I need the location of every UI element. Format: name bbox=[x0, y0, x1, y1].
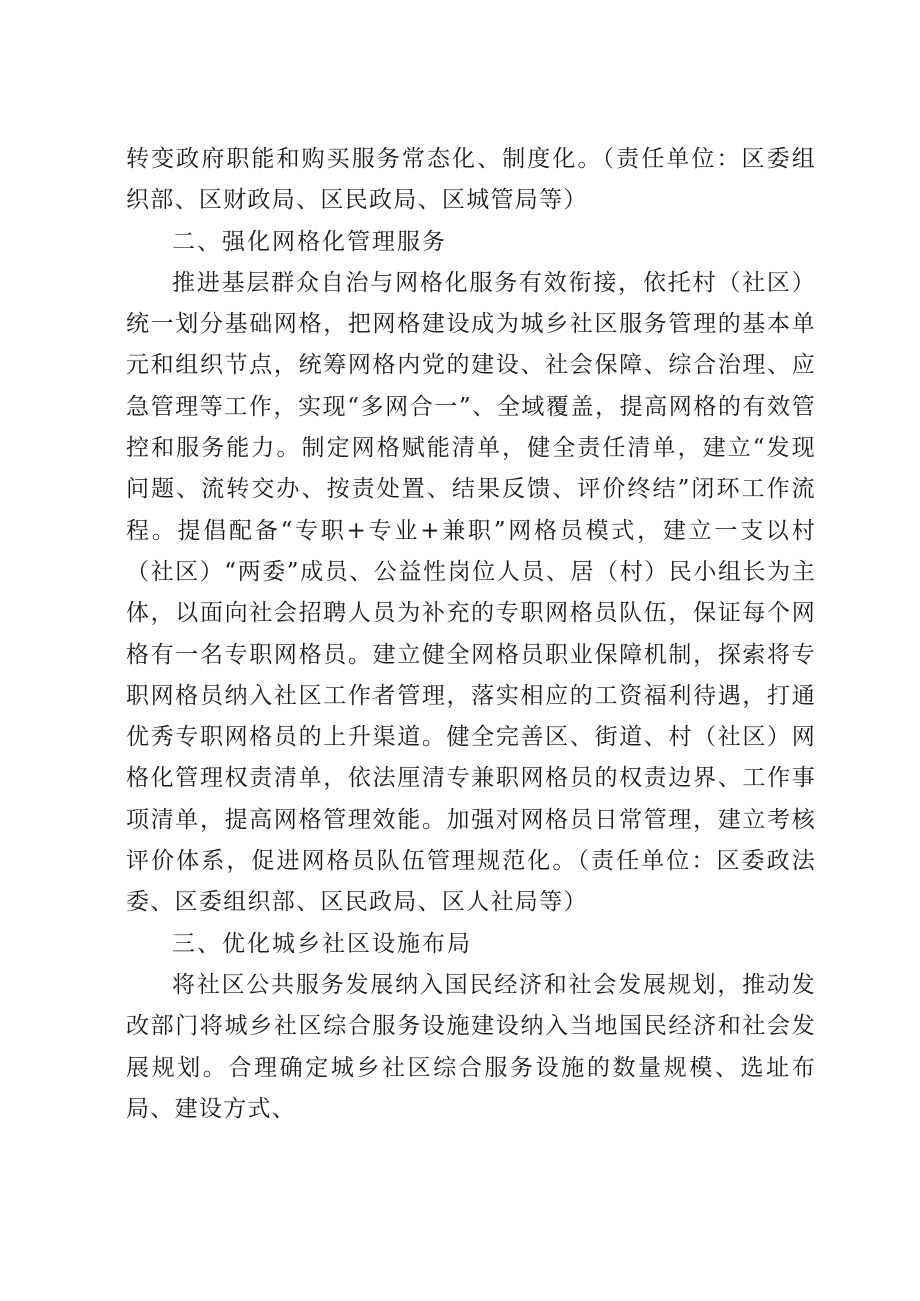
paragraph-continuation: 转变政府职能和购买服务常态化、制度化。（责任单位：区委组织部、区财政局、区民政局、区城管局等） bbox=[126, 146, 816, 214]
paragraph-facility-layout: 将社区公共服务发展纳入国民经济和社会发展规划，推动发改部门将城乡社区综合服务设施建设纳入当地国民经济和社会发展规划。合理确定城乡社区综合服务设施的数量规模、选址布局、建设方式、 bbox=[126, 971, 816, 1122]
section-heading-3: 三、优化城乡社区设施布局 bbox=[172, 930, 472, 957]
document-body bbox=[126, 139, 816, 1130]
section-heading-2: 二、强化网格化管理服务 bbox=[172, 228, 447, 255]
paragraph-grid-management: 推进基层群众自治与网格化服务有效衔接，依托村（社区）统一划分基础网格，把网格建设成为城乡社区服务管理的基本单元和组织节点，统筹网格内党的建设、社会保障、综合治理、应急管理等工作，实现“多网合一”、全域覆盖，提高网格的有效管控和服务能力。制定网格赋能清单，健全责任清单，建立“发现问题、流转交办、按责处置、结果反馈、评价终结”闭环工作流程。提倡配备“专职+专业+兼职”网格员模式，建立一支以村（社区）“两委”成员、公益性岗位人员、居（村）民小组长为主体，以面向社会招聘人员为补充的专职网格员队伍，保证每个网格有一名专职网格员。建立健全网格员职业保障机制，探索将专职网格员纳入社区工作者管理，落实相应的工资福利待遇，打通优秀专职网格员的上升渠道。健全完善区、街道、村（社区）网格化管理权责清单，依法厘清专兼职网格员的权责边界、工作事项清单，提高网格管理效能。加强对网格员日常管理，建立考核评价体系，促进网格员队伍管理规范化。（责任单位：区委政法委、区委组织部、区民政局、区人社局等） bbox=[126, 269, 816, 916]
